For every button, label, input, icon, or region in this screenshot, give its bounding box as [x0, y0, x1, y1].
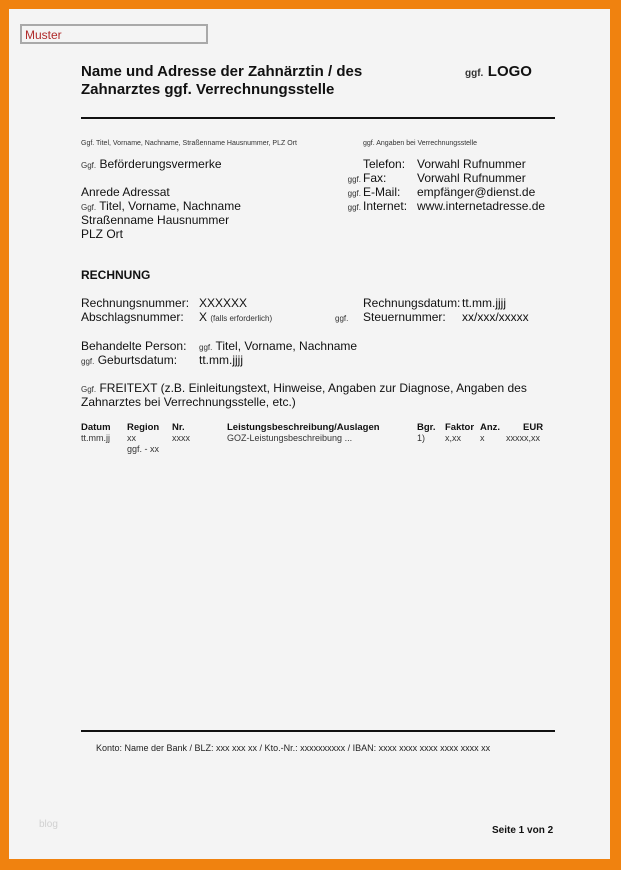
- footer-rule: [81, 730, 555, 732]
- abschlag-number: X: [199, 310, 208, 324]
- col-header-faktor: Faktor: [445, 422, 475, 433]
- ggf-prefix: Ggf.: [81, 161, 97, 170]
- recipient-city: PLZ Ort: [81, 227, 124, 241]
- person-label: Behandelte Person:: [81, 339, 187, 353]
- invoice-date-value: tt.mm.jjjj: [462, 296, 506, 310]
- freitext-text: FREITEXT (z.B. Einleitungstext, Hinweise, Angaben zur Diagnose, Angaben des: [99, 381, 527, 395]
- person-name: Titel, Vorname, Nachname: [215, 339, 358, 353]
- logo-text: LOGO: [487, 63, 532, 80]
- invoice-nr-value: XXXXXX: [199, 296, 248, 310]
- col-header-eur: EUR: [523, 422, 544, 433]
- abschlag-label: Abschlagsnummer:: [81, 310, 184, 324]
- contact-label: Telefon:: [363, 157, 406, 171]
- contact-label: Internet:: [363, 199, 408, 213]
- page-number: Seite 1 von 2: [492, 825, 554, 836]
- geburt-label-text: Geburtsdatum:: [97, 353, 178, 367]
- cell-faktor: x,xx: [445, 433, 462, 443]
- cell-bgr: 1): [417, 433, 426, 443]
- header-rule: [81, 117, 555, 119]
- bank-details: Konto: Name der Bank / BLZ: xxx xxx xx / Kto.-Nr.: xxxxxxxxxx / IBAN: xxxx xxxx xxxx xxxx xxxx xx: [96, 743, 491, 753]
- steuer-value: xx/xxx/xxxxx: [462, 310, 529, 324]
- ggf-prefix: ggf.: [335, 314, 349, 323]
- ggf-prefix: Ggf.: [81, 385, 97, 394]
- logo-prefix: ggf.: [465, 68, 484, 79]
- contact-value: Vorwahl Rufnummer: [417, 157, 526, 171]
- watermark: blog: [39, 819, 58, 830]
- cell-leistung: GOZ-Leistungsbeschreibung ...: [227, 433, 353, 443]
- cell-region: xx: [127, 433, 136, 443]
- invoice-title: RECHNUNG: [81, 268, 151, 282]
- befoerderung-line: [81, 157, 222, 173]
- ggf-prefix: ggf.: [199, 343, 213, 352]
- abschlag-value: [199, 310, 272, 326]
- freitext-line2: Zahnarztes bei Verrechnungsstelle, etc.): [81, 395, 296, 409]
- cell-nr: xxxx: [172, 433, 190, 443]
- befoerderung-text: Beförderungsvermerke: [99, 157, 222, 171]
- abschlag-note: (falls erforderlich): [210, 314, 273, 323]
- recipient-anrede: Anrede Adressat: [81, 185, 170, 199]
- cell-eur: xxxxx,xx: [506, 433, 541, 443]
- contact-value: www.internetadresse.de: [417, 199, 546, 213]
- invoice-date-label: Rechnungsdatum:: [363, 296, 461, 310]
- geburt-value: tt.mm.jjjj: [199, 353, 243, 367]
- col-header-leistung: Leistungsbeschreibung/Auslagen: [227, 422, 380, 433]
- cell-region-extra: ggf. - xx: [127, 444, 160, 454]
- contact-value: Vorwahl Rufnummer: [417, 171, 526, 185]
- sender-name-line2: Zahnarztes ggf. Verrechnungsstelle: [81, 81, 335, 98]
- col-header-region: Region: [127, 422, 160, 433]
- contact-label: Fax:: [363, 171, 387, 185]
- col-header-nr: Nr.: [172, 422, 185, 433]
- ggf-prefix: Ggf.: [81, 203, 97, 212]
- cell-datum: tt.mm.jj: [81, 433, 110, 443]
- contact-header: ggf. Angaben bei Verrechnungsstelle: [363, 140, 478, 147]
- col-header-anz: Anz.: [480, 422, 501, 433]
- sender-name-line1: Name und Adresse der Zahnärztin / des: [81, 63, 363, 80]
- col-header-datum: Datum: [81, 422, 111, 433]
- contact-value: empfänger@dienst.de: [417, 185, 536, 199]
- steuer-label: Steuernummer:: [363, 310, 446, 324]
- ggf-prefix: ggf.: [347, 189, 361, 198]
- document-page: [9, 9, 610, 859]
- muster-stamp: Muster: [20, 24, 208, 44]
- contact-label: E-Mail:: [363, 185, 401, 199]
- logo-placeholder: [465, 63, 532, 81]
- ggf-prefix: ggf.: [81, 357, 95, 366]
- recipient-street: Straßenname Hausnummer: [81, 213, 230, 227]
- ggf-prefix: ggf.: [347, 203, 361, 212]
- recipient-name-text: Titel, Vorname, Nachname: [99, 199, 241, 213]
- ggf-prefix: ggf.: [347, 175, 361, 184]
- sender-line: Ggf. Titel, Vorname, Nachname, Straßenname Hausnummer, PLZ Ort: [81, 140, 297, 147]
- cell-anz: x: [480, 433, 485, 443]
- col-header-bgr: Bgr.: [417, 422, 436, 433]
- geburt-label: [81, 353, 177, 369]
- invoice-nr-label: Rechnungsnummer:: [81, 296, 190, 310]
